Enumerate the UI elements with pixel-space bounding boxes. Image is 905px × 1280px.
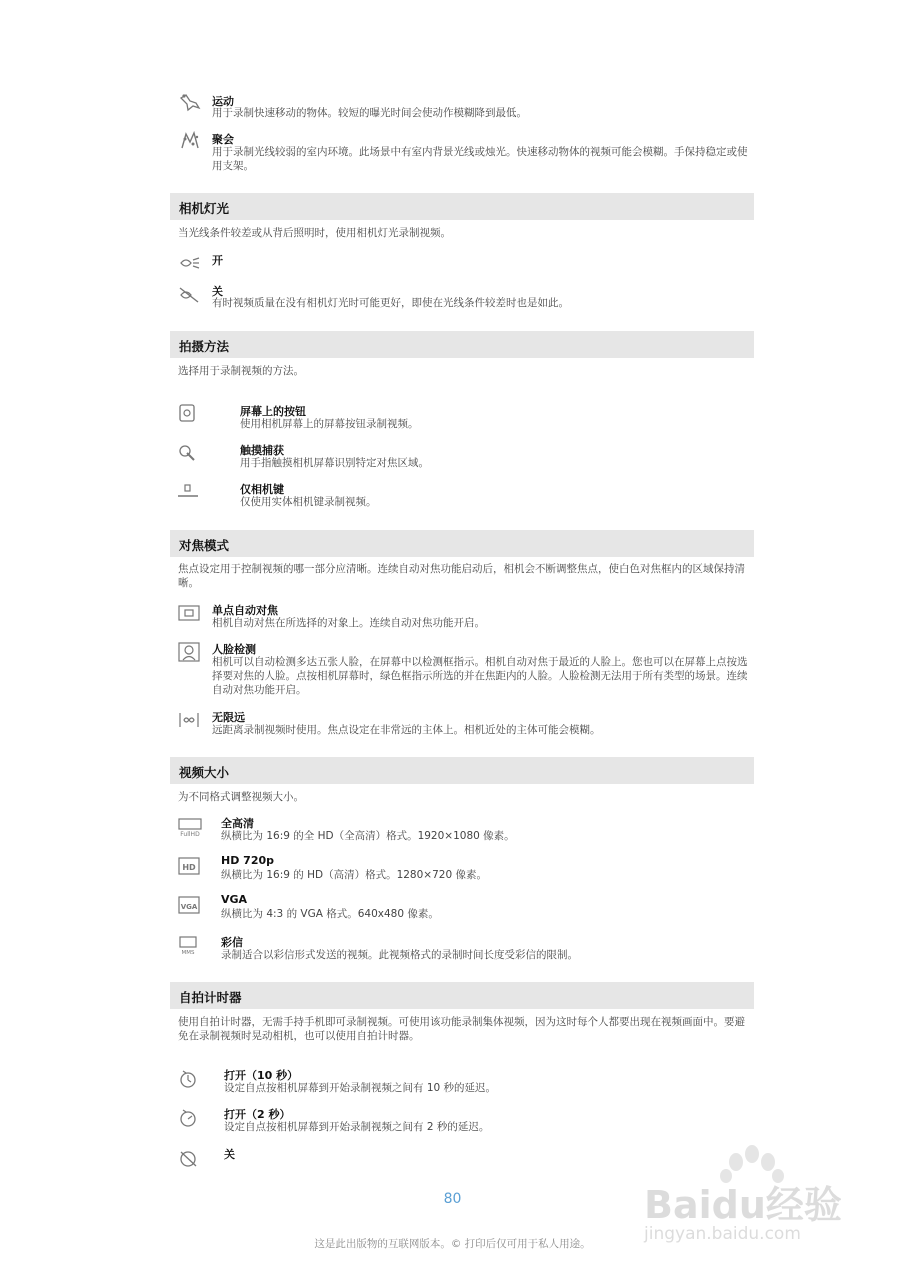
single-autofocus-icon [177,602,201,624]
timer-10s-icon [177,1068,201,1090]
light-on-title: 开 [212,254,223,267]
svg-text:HD: HD [182,863,196,872]
light-on-icon [178,252,202,274]
focus-item-description: 相机可以自动检测多达五张人脸，在屏幕中以检测框指示。相机自动对焦于最近的人脸上。您也可以在屏幕上点按选择要对焦的人脸。点按相机屏幕时，绿色框指示所选的并在焦距内的人脸。人脸检测无法用于所有类型的场景。连续自动对焦功能开启。 [212,656,748,696]
timer-item-title: 打开（10 秒） [224,1069,299,1082]
section-title: 拍摄方法 [179,339,230,354]
focus-item-description: 远距离录制视频时使用。焦点设定在非常远的主体上。相机近处的主体可能会模糊。 [212,724,601,736]
touch-capture-icon [176,442,200,464]
video-size-description: 录制适合以彩信形式发送的视频。此视频格式的录制时间长度受彩信的限制。 [221,949,578,961]
video-size-title: HD 720p [221,854,275,867]
camera-light-intro: 当光线条件较差或从背后照明时，使用相机灯光录制视频。 [178,227,451,239]
light-off-icon [178,284,202,306]
capture-item-description: 仅使用实体相机键录制视频。 [240,496,377,508]
focus-item-description: 相机自动对焦在所选择的对象上。连续自动对焦功能开启。 [212,617,485,629]
svg-text:MMS: MMS [181,950,195,956]
party-title: 聚会 [212,133,234,146]
sports-description: 用于录制快速移动的物体。较短的曝光时间会使动作模糊降到最低。 [212,107,527,119]
section-title: 对焦模式 [179,538,230,553]
focus-item-title: 单点自动对焦 [212,604,278,617]
self-timer-intro: 使用自拍计时器，无需手持手机即可录制视频。可使用该功能录制集体视频，因为这时每个人都要出现在视频画面中。要避免在录制视频时晃动相机，也可以使用自拍计时器。 [178,1016,745,1042]
watermark-brand: Baidu经验 [644,1183,842,1227]
video-size-description: 纵横比为 16:9 的 HD（高清）格式。1280×720 像素。 [221,869,487,881]
capture-item-description: 使用相机屏幕上的屏幕按钮录制视频。 [240,418,419,430]
video-size-intro: 为不同格式调整视频大小。 [178,791,304,803]
face-detection-icon [177,641,201,663]
section-title: 视频大小 [179,765,230,780]
capture-item-title: 屏幕上的按钮 [240,405,306,418]
timer-item-title: 关 [224,1148,235,1161]
focus-item-title: 人脸检测 [212,643,256,656]
sports-title: 运动 [212,95,234,108]
vga-icon [177,894,201,916]
timer-off-icon [177,1147,201,1169]
section-header-focus-mode [170,530,754,557]
capture-item-description: 用手指触摸相机屏幕识别特定对焦区域。 [240,457,429,469]
page-footer: 这是此出版物的互联网版本。© 打印后仅可用于私人用途。 [314,1238,591,1250]
focus-mode-intro: 焦点设定用于控制视频的哪一部分应清晰。连续自动对焦功能启动后，相机会不断调整焦点，使白色对焦框内的区域保持清晰。 [178,563,745,589]
page-number: 80 [443,1191,462,1207]
timer-item-title: 打开（2 秒） [224,1108,291,1121]
focus-item-title: 无限远 [212,711,245,724]
baidu-watermark [640,1140,870,1250]
camera-key-icon [176,481,200,503]
infinity-focus-icon [177,709,201,731]
video-size-title: 全高清 [221,817,254,830]
section-title: 相机灯光 [179,201,230,216]
onscreen-button-icon [176,402,200,424]
capture-item-title: 触摸捕获 [240,444,284,457]
capture-method-intro: 选择用于录制视频的方法。 [178,365,304,377]
section-header-camera-light [170,193,754,220]
timer-2s-icon [177,1107,201,1129]
sports-scene-icon [178,92,202,114]
watermark-url: jingyan.baidu.com [644,1224,801,1244]
hd-720p-icon [177,855,201,877]
section-title: 自拍计时器 [179,990,242,1005]
capture-item-title: 仅相机键 [240,483,284,496]
full-hd-icon [177,816,203,838]
light-off-title: 关 [212,285,223,298]
party-description: 用于录制光线较弱的室内环境。此场景中有室内背景光线或烛光。快速移动物体的视频可能会模糊。手保持稳定或使用支架。 [212,146,748,172]
section-header-self-timer [170,982,754,1009]
video-size-description: 纵横比为 4:3 的 VGA 格式。640x480 像素。 [221,908,439,920]
svg-text:FullHD: FullHD [180,831,200,838]
mms-icon [177,934,201,956]
timer-item-description: 设定自点按相机屏幕到开始录制视频之间有 10 秒的延迟。 [224,1082,497,1094]
section-header-video-size [170,757,754,784]
video-size-description: 纵横比为 16:9 的全 HD（全高清）格式。1920×1080 像素。 [221,830,515,842]
timer-item-description: 设定自点按相机屏幕到开始录制视频之间有 2 秒的延迟。 [224,1121,490,1133]
section-header-capture-method [170,331,754,358]
svg-text:VGA: VGA [180,903,198,911]
video-size-title: 彩信 [221,936,243,949]
light-off-description: 有时视频质量在没有相机灯光时可能更好，即使在光线条件较差时也是如此。 [212,297,569,309]
party-scene-icon [178,130,202,152]
video-size-title: VGA [221,893,248,906]
